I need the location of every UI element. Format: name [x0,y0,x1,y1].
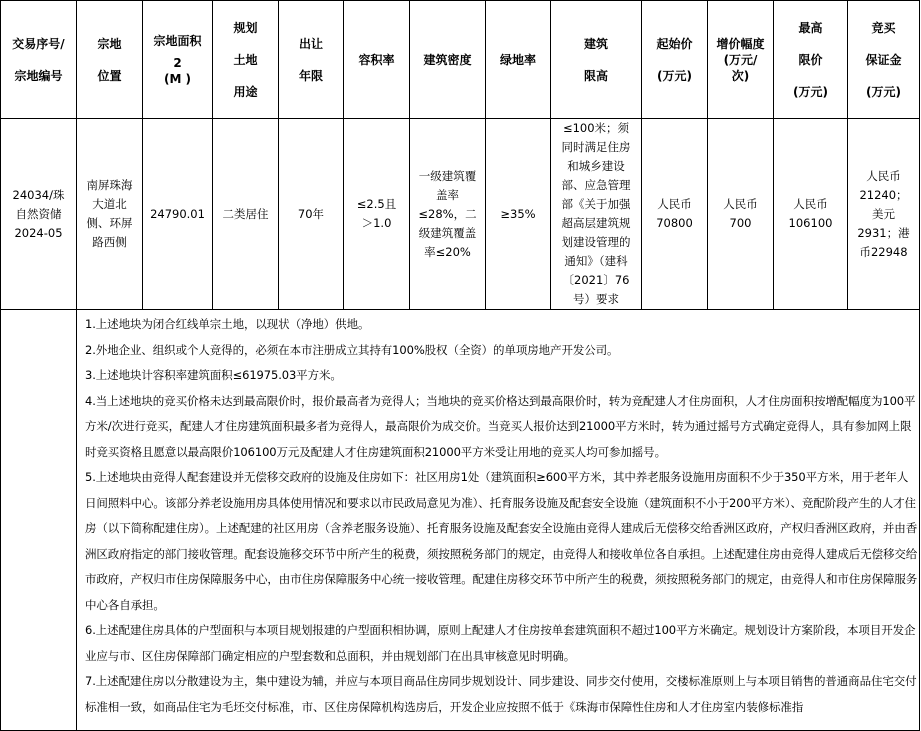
cell-text: 24034/珠自然资储2024-05 [12,187,65,240]
header-line: 年限 [298,68,323,83]
cell-location [77,119,143,310]
header-line: (万元) [657,68,692,83]
cell-text: 人民币21240；美元2931；港币22948 [857,168,910,259]
header-line: (万元) [866,84,901,99]
note-item: 3.上述地块计容积率建筑面积≤61975.03平方米。 [85,368,342,382]
cell-text: 人民币106100 [788,197,833,230]
header-line: 建筑 [583,36,608,51]
header-line: 建筑密度 [423,52,472,67]
header-green-ratio [486,1,551,119]
header-line: 出让 [298,36,323,51]
header-line: 交易序号/ [12,36,65,51]
header-line: (万元) [793,84,828,99]
cell-text: ≤2.5且＞1.0 [356,197,397,230]
cell-text: 人民币700 [723,197,758,230]
header-line: 规划 [233,20,258,35]
note-item: 5.上述地块由竞得人配套建设并无偿移交政府的设施及住房如下：社区用房1处（建筑面积≥600平方米，其中养老服务设施用房面积不少于350平方米，用于老年人日间照料中心。该部分养老设施用房具体使用情况和要求以市民政局意见为准）、托育服务设施及配套安全设施（建筑面积不小于200平方米）、竞配阶段产生的人才住房（以下简称配建住房）。上述配建的社区用房（含养老服务设施）、托育服务设施及配套安全设施由竞得人建成后无偿移交给香洲区政府，产权归香洲区政府，并由香洲区政府指定的部门接收管理。配套设施移交环节中所产生的税费，须按照税务部门的规定，由竞得人和接收单位各自承担。上述配建住房由竞得人建成后无偿移交给市政府，产权归市住房保障服务中心，由市住房保障服务中心统一接收管理。配建住房移交环节中所产生的税费，须按照税务部门的规定，由竞得人和市住房保障服务中心各自承担。 [85,470,918,612]
cell-land-use [213,119,279,310]
header-line: 2 [173,55,182,70]
header-line: 位置 [97,68,122,83]
cell-increment [708,119,774,310]
header-plot-ratio [344,1,410,119]
header-transaction-no [1,1,77,119]
header-increment [708,1,774,119]
header-line: 增价幅度 [716,36,765,51]
notes-row [1,310,920,731]
cell-text: 南屏珠海大道北侧、环屏路西侧 [86,178,133,249]
cell-text: 一级建筑覆盖率≤28%，二级建筑覆盖率≤20% [418,168,477,259]
header-line: (M ) [163,71,192,86]
header-max-price [774,1,848,119]
cell-text: 人民币70800 [656,197,693,230]
header-line: 土地 [233,52,258,67]
header-line: 宗地 [97,36,122,51]
cell-text: ≥35% [500,206,536,221]
header-height-limit [551,1,642,119]
header-line: 限高 [583,68,608,83]
cell-area [143,119,213,310]
cell-transaction-no [1,119,77,310]
header-line: 限价 [798,52,823,67]
header-line: 容积率 [358,52,395,67]
cell-deposit [848,119,920,310]
header-area [143,1,213,119]
notes-cell [77,310,920,731]
note-item: 7.上述配建住房以分散建设为主，集中建设为辅，并应与本项目商品住房同步规划设计、同步建设、同步交付使用，交楼标准原则上与本项目销售的普通商品住宅交付标准相一致，如商品住宅为毛坯交付标准，市、区住房保障机构选房后，开发企业应按照不低于《珠海市保障性住房和人才住房室内装修标准指 [85,674,917,714]
cell-max-price [774,119,848,310]
header-line: 起始价 [656,36,693,51]
cell-term [279,119,344,310]
cell-text: 70年 [297,206,325,221]
table-row [1,119,920,310]
cell-green-ratio [486,119,551,310]
cell-plot-ratio [344,119,410,310]
header-line: 宗地面积 [153,33,202,48]
header-line: 保证金 [865,52,902,67]
header-line: 绿地率 [499,52,536,67]
header-deposit [848,1,920,119]
note-item: 6.上述配建住房具体的户型面积与本项目规划报建的户型面积相协调，原则上配建人才住房按单套建筑面积不超过100平方米确定。规划设计方案阶段，本项目开发企业应与市、区住房保障部门确定相应的户型套数和总面积，并由规划部门在出具审核意见时明确。 [85,623,916,663]
cell-text: 24790.01 [150,206,205,221]
note-item: 2.外地企业、组织或个人竞得的，必须在本市注册成立其持有100%股权（全资）的单项房地产开发公司。 [85,342,619,357]
header-land-use [213,1,279,119]
header-line: 次) [731,68,750,83]
header-building-density [410,1,486,119]
cell-text: 二类居住 [222,206,269,221]
header-line: (万元/ [723,52,758,67]
notes-label-cell [1,310,77,731]
header-line: 宗地编号 [14,68,63,83]
header-start-price [642,1,708,119]
cell-start-price [642,119,708,310]
header-line: 竞买 [871,20,896,35]
cell-building-density [410,119,486,310]
header-line: 最高 [798,20,823,35]
cell-text: ≤100米；须同时满足住房和城乡建设部、应急管理部《关于加强超高层建筑规划建设管理的通知》（建科〔2021〕76号）要求 [561,121,631,306]
header-line: 用途 [233,84,258,99]
note-item: 1.上述地块为闭合红线单宗土地，以现状（净地）供地。 [85,317,370,331]
header-location [77,1,143,119]
cell-height-limit [551,119,642,310]
note-item: 4.当上述地块的竞买价格未达到最高限价时，报价最高者为竞得人；当地块的竞买价格达到最高限价时，转为竞配建人才住房面积，人才住房面积按增配幅度为100平方米/次进行竞买，配建人才住房建筑面积最多者为竞得人，最高限价为成交价。当竞买人报价达到21000平方米时，转为通过摇号方式确定竞得人，具有参加网上限时竞买资格且愿意以最高限价106100万元及配建人才住房建筑面积21000平方米受让用地的竞买人均可参加摇号。 [85,393,916,459]
header-term [279,1,344,119]
header-row [1,1,920,119]
